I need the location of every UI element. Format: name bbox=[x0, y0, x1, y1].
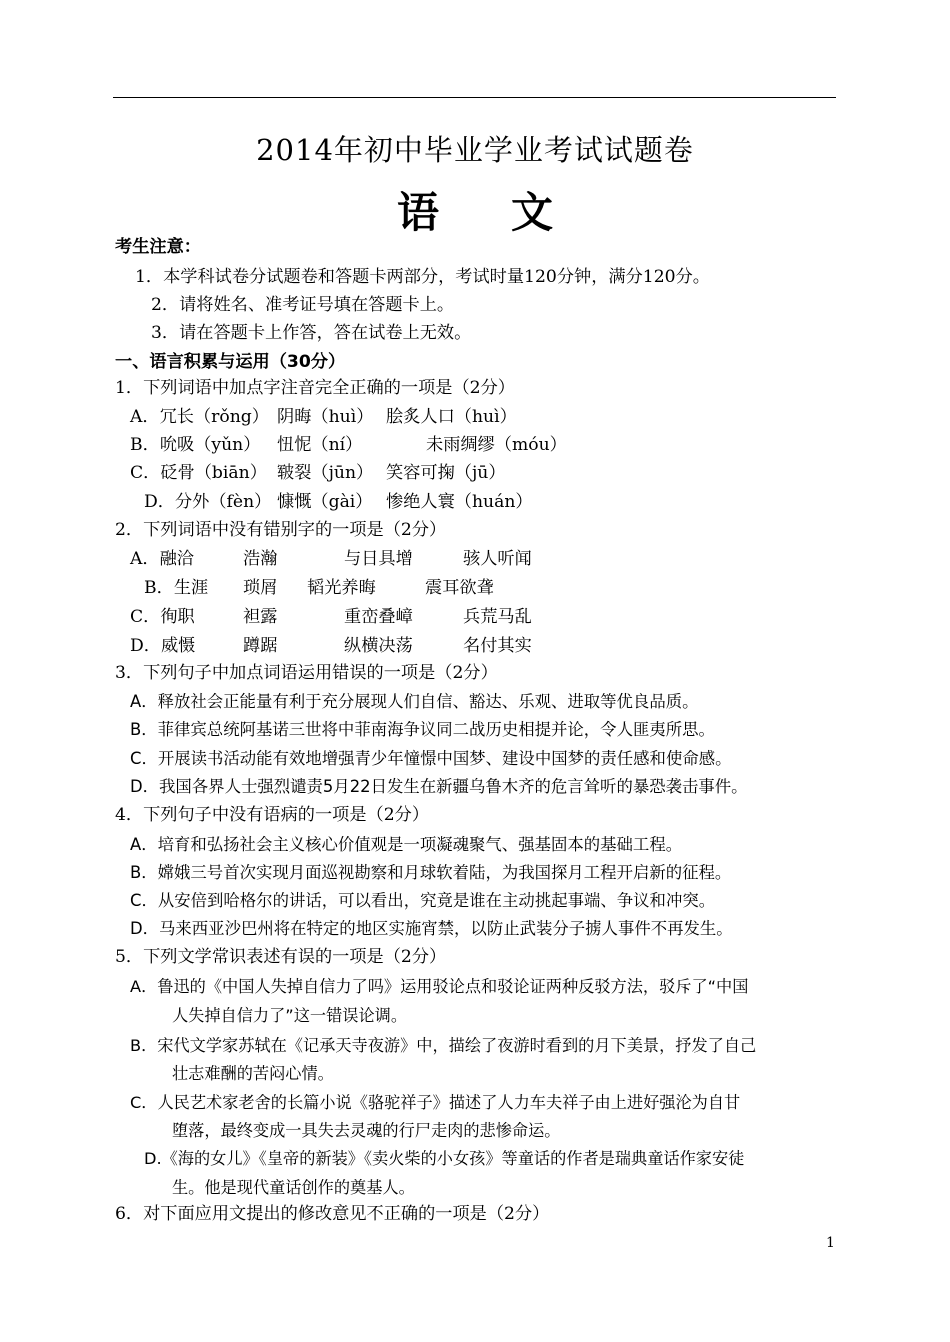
option-cell: 浩瀚 bbox=[243, 549, 278, 569]
option-cell: 脍炙人口（huì） bbox=[386, 407, 517, 427]
option-line: C．开展读书活动能有效地增强青少年憧憬中国梦、建设中国梦的责任感和使命感。 bbox=[130, 749, 732, 768]
question-stem: 3．下列句子中加点词语运用错误的一项是（2分） bbox=[115, 663, 498, 683]
option-line-cont: 生。他是现代童话创作的奠基人。 bbox=[172, 1178, 415, 1197]
option-cell: 惨绝人寰（huán） bbox=[386, 492, 533, 512]
option-cell: 与日具增 bbox=[344, 549, 413, 569]
notice-item: 2．请将姓名、准考证号填在答题卡上。 bbox=[151, 295, 455, 315]
option-line: D.《海的女儿》《皇帝的新装》《卖火柴的小女孩》等童话的作者是瑞典童话作家安徒 bbox=[144, 1149, 745, 1168]
subject-char-1: 语 bbox=[396, 188, 439, 237]
header-rule bbox=[113, 97, 836, 98]
option-cell: A．冗长（rǒng） bbox=[130, 407, 269, 427]
option-cell: A．融洽 bbox=[130, 549, 194, 569]
option-line-cont: 壮志难酬的苦闷心情。 bbox=[172, 1064, 334, 1083]
subject-title bbox=[0, 180, 950, 240]
exam-title: 2014年初中毕业学业考试试题卷 bbox=[256, 133, 694, 167]
option-line: A．鲁迅的《中国人失掉自信力了吗》运用驳论点和驳论证两种反驳方法，驳斥了“中国 bbox=[130, 977, 749, 996]
option-line: A．释放社会正能量有利于充分展现人们自信、豁达、乐观、进取等优良品质。 bbox=[130, 692, 699, 711]
option-line: B．嫦娥三号首次实现月面巡视勘察和月球软着陆，为我国探月工程开启新的征程。 bbox=[130, 863, 732, 882]
option-line: D．马来西亚沙巴州将在特定的地区实施宵禁，以防止武装分子掳人事件不再发生。 bbox=[130, 919, 733, 938]
option-cell: 骇人听闻 bbox=[463, 549, 532, 569]
question-stem: 5．下列文学常识表述有误的一项是（2分） bbox=[115, 947, 447, 967]
option-cell: 阴晦（huì） bbox=[277, 407, 374, 427]
option-cell: 震耳欲聋 bbox=[425, 578, 494, 598]
option-cell: B．吮吸（yǔn） bbox=[130, 435, 261, 455]
option-cell: 慷慨（gài） bbox=[277, 492, 373, 512]
option-line-cont: 堕落，最终变成一具失去灵魂的行尸走肉的悲惨命运。 bbox=[172, 1121, 561, 1140]
option-cell: D．分外（fèn） bbox=[144, 492, 272, 512]
option-line: B．宋代文学家苏轼在《记承天寺夜游》中，描绘了夜游时看到的月下美景，抒发了自己 bbox=[130, 1036, 757, 1055]
option-cell: 名付其实 bbox=[463, 636, 532, 656]
question-stem: 4．下列句子中没有语病的一项是（2分） bbox=[115, 805, 430, 825]
option-cell: 皲裂（jūn） bbox=[277, 463, 374, 483]
section-title: 一、语言积累与运用（30分） bbox=[115, 352, 346, 372]
notice-heading: 考生注意： bbox=[115, 237, 201, 257]
option-cell: 笑容可掬（jū） bbox=[386, 463, 506, 483]
question-stem: 6．对下面应用文提出的修改意见不正确的一项是（2分） bbox=[115, 1204, 550, 1224]
question-stem: 1．下列词语中加点字注音完全正确的一项是（2分） bbox=[115, 378, 515, 398]
option-line: A．培育和弘扬社会主义核心价值观是一项凝魂聚气、强基固本的基础工程。 bbox=[130, 835, 683, 854]
option-cell: 琐屑 bbox=[243, 578, 278, 598]
option-cell: 未雨绸缪（móu） bbox=[426, 435, 567, 455]
option-cell: C．徇职 bbox=[130, 607, 195, 627]
option-cell: 袒露 bbox=[243, 607, 278, 627]
option-line: C．从安倍到哈格尔的讲话，可以看出，究竟是谁在主动挑起事端、争议和冲突。 bbox=[130, 891, 716, 910]
option-cell: 纵横决荡 bbox=[344, 636, 413, 656]
option-line: C．人民艺术家老舍的长篇小说《骆驼祥子》描述了人力车夫祥子由上进好强沦为自甘 bbox=[130, 1093, 741, 1112]
option-cell: 忸怩（ní） bbox=[277, 435, 363, 455]
option-cell: B．生涯 bbox=[144, 578, 209, 598]
option-line: B．菲律宾总统阿基诺三世将中菲南海争议同二战历史相提并论，令人匪夷所思。 bbox=[130, 720, 715, 739]
option-cell: 重峦叠嶂 bbox=[344, 607, 413, 627]
page-number: 1 bbox=[826, 1235, 835, 1251]
option-cell: 兵荒马乱 bbox=[463, 607, 532, 627]
question-stem: 2．下列词语中没有错别字的一项是（2分） bbox=[115, 520, 447, 540]
option-line-cont: 人失掉自信力了”这一错误论调。 bbox=[172, 1006, 408, 1025]
option-cell: 韬光养晦 bbox=[307, 578, 376, 598]
notice-item: 3．请在答题卡上作答，答在试卷上无效。 bbox=[151, 323, 472, 343]
option-cell: 蹲踞 bbox=[243, 636, 278, 656]
option-cell: C．砭骨（biān） bbox=[130, 463, 267, 483]
option-cell: D．威慑 bbox=[130, 636, 196, 656]
subject-char-2: 文 bbox=[511, 188, 554, 237]
notice-item: 1．本学科试卷分试题卷和答题卡两部分，考试时量120分钟，满分120分。 bbox=[135, 267, 710, 287]
option-line: D．我国各界人士强烈谴责5月22日发生在新疆乌鲁木齐的危言耸听的暴恐袭击事件。 bbox=[130, 777, 748, 796]
